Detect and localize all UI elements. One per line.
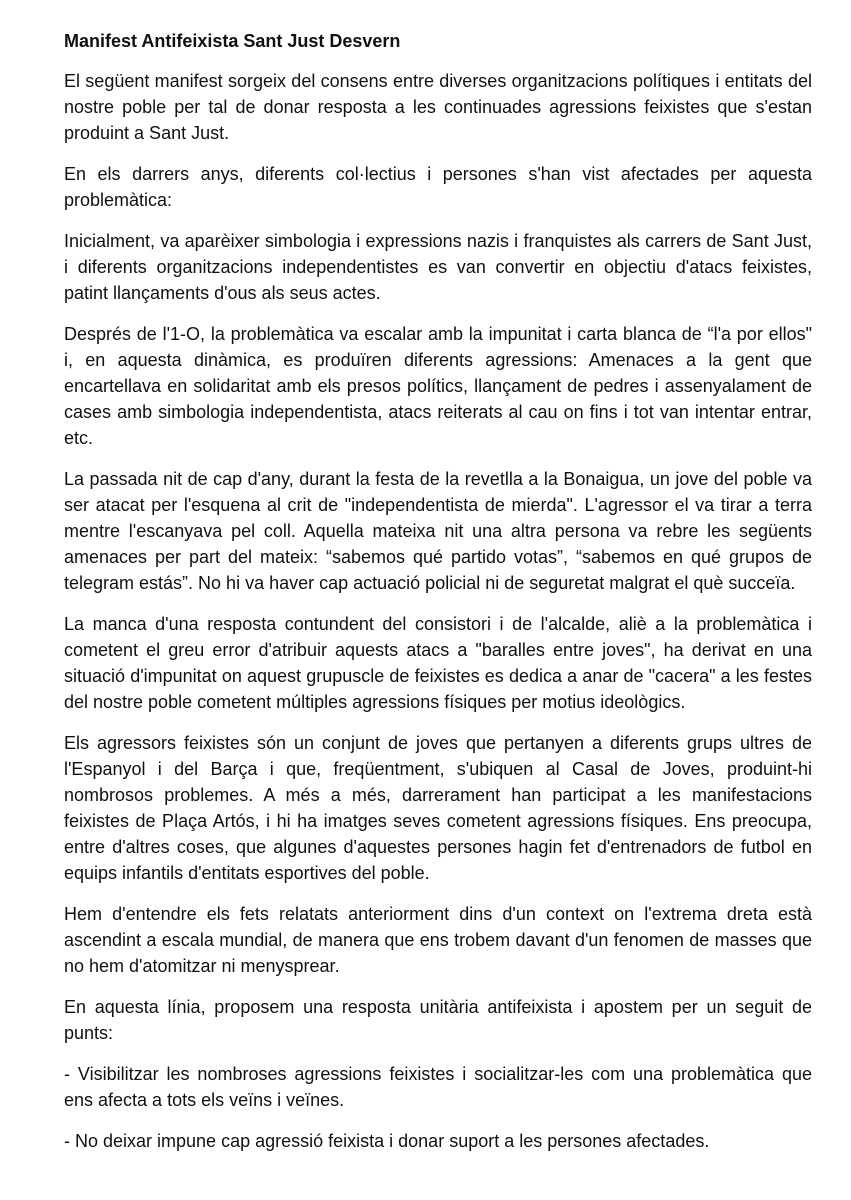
paragraph-affected: En els darrers anys, diferents col·lectius i persones s'han vist afectades per aquesta problemàtica: bbox=[64, 164, 812, 210]
paragraph-new-year: La passada nit de cap d'any, durant la festa de la revetlla a la Bonaigua, un jove del poble va ser atacat per l'esquena al crit de "independentista de mierda". L'agressor el va tirar a terra mentre l'escanyava pel coll. Aquella mateixa nit una altra persona va rebre les següents amenaces per part del mateix: “sabemos qué partido votas”, “sabemos en qué grupos de telegram estás”. No hi va haver cap actuació policial ni de seguretat malgrat el què succeïa. bbox=[64, 469, 812, 593]
paragraph-aggressors: Els agressors feixistes són un conjunt de joves que pertanyen a diferents grups ultres de l'Espanyol i del Barça i que, freqüentment, s'ubiquen al Casal de Joves, produint-hi nombrosos problemes. A més a més, darrerament han participat a les manifestacions feixistes de Plaça Artós, i hi ha imatges seves cometent agressions físiques. Ens preocupa, entre d'altres coses, que algunes d'aquestes persones hagin fet d'entrenadors de futbol en equips infantils d'entitats esportives del poble. bbox=[64, 733, 812, 883]
paragraph-council: La manca d'una resposta contundent del consistori i de l'alcalde, aliè a la problemàtica i cometent el greu error d'atribuir aquests atacs a "baralles entre joves", ha derivat en una situació d'impunitat on aquest grupuscle de feixistes es dedica a anar de "cacera" a les festes del nostre poble cometent múltiples agressions físiques per motius ideològics. bbox=[64, 614, 812, 712]
list-point-visibilize: - Visibilitzar les nombroses agressions feixistes i socialitzar-les com una problemàtica que ens afecta a tots els veïns i veïnes. bbox=[64, 1064, 812, 1110]
paragraph-intro: El següent manifest sorgeix del consens entre diverses organitzacions polítiques i entitats del nostre poble per tal de donar resposta a les continuades agressions feixistes que s'estan produint a Sant Just. bbox=[64, 71, 812, 143]
paragraph-initially: Inicialment, va aparèixer simbologia i expressions nazis i franquistes als carrers de Sant Just, i diferents organitzacions independentistes es van convertir en objectiu d'atacs feixistes, patint llançaments d'ous als seus actes. bbox=[64, 231, 812, 303]
document-title: Manifest Antifeixista Sant Just Desvern bbox=[64, 31, 401, 51]
paragraph-context: Hem d'entendre els fets relatats anteriorment dins d'un context on l'extrema dreta està ascendint a escala mundial, de manera que ens trobem davant d'un fenomen de masses que no hem d'atomitzar ni menysprear. bbox=[64, 904, 812, 976]
document-page bbox=[64, 28, 812, 1169]
list-point-no-impunity: - No deixar impune cap agressió feixista i donar suport a les persones afectades. bbox=[64, 1131, 710, 1151]
paragraph-proposal: En aquesta línia, proposem una resposta unitària antifeixista i apostem per un seguit de punts: bbox=[64, 997, 812, 1043]
paragraph-after-1o: Després de l'1-O, la problemàtica va escalar amb la impunitat i carta blanca de “l'a por ellos" i, en aquesta dinàmica, es produïren diferents agressions: Amenaces a la gent que encartellava en solidaritat amb els presos polítics, llançament de pedres i assenyalament de cases amb simbologia independentista, atacs reiterats al cau on fins i tot van intentar entrar, etc. bbox=[64, 324, 812, 448]
